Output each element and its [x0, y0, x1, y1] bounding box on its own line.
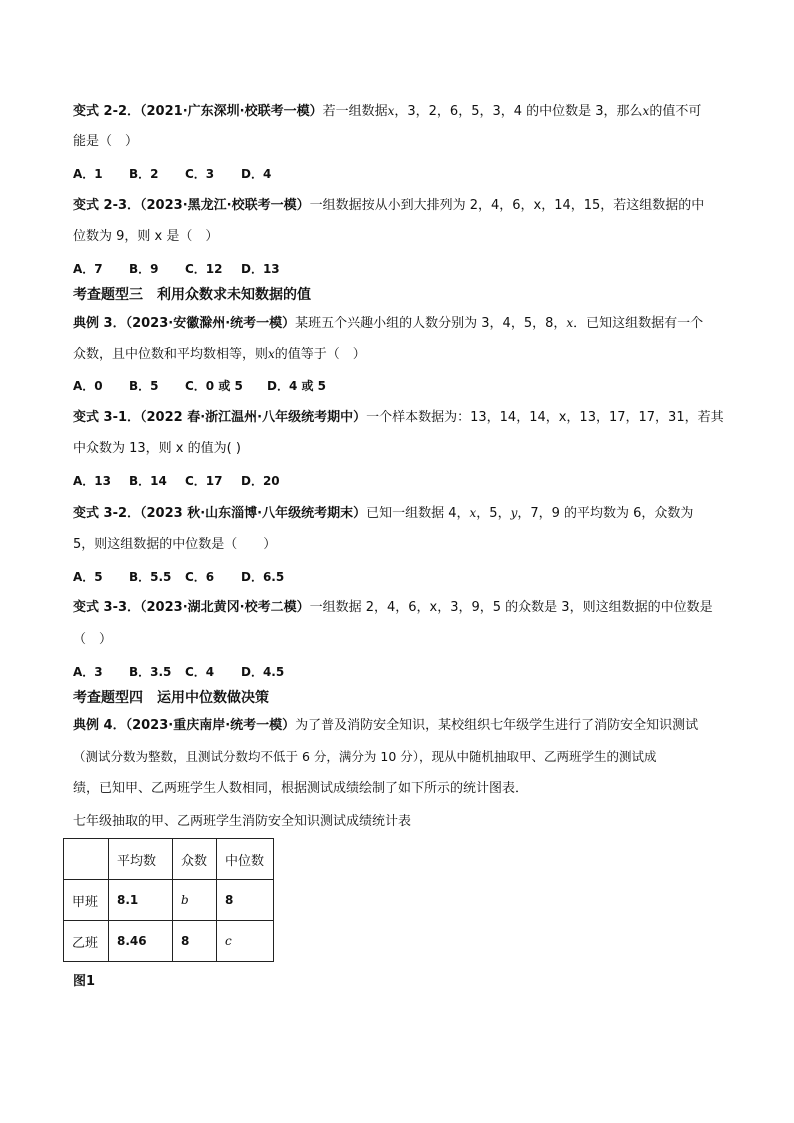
question-prefix: 变式 2-3．: [73, 198, 141, 213]
section-heading-3: 考查题型三 利用众数求未知数据的值: [73, 287, 311, 303]
median-cell: 8: [217, 880, 274, 921]
option-c: C．4: [185, 665, 215, 679]
question-d4-line2: （测试分数为整数，且测试分数均不低于 6 分，满分为 10 分），现从中随机抽取甲、乙两班学生的测试成: [73, 749, 657, 764]
row-label: 乙班: [64, 921, 109, 962]
question-source: （2023·黑龙江·校联考一模）: [140, 198, 310, 213]
question-v2-3-line1: [73, 196, 704, 216]
section-heading-4: 考查题型四 运用中位数做决策: [73, 690, 269, 706]
option-b: B．2: [129, 167, 159, 181]
question-d4-line1: [73, 716, 698, 736]
answer-options: [73, 164, 271, 185]
question-text: 某班五个兴趣小组的人数分别为 3，4，5，8，: [295, 316, 567, 331]
question-d4-line3: 绩，已知甲、乙两班学生人数相同，根据测试成绩绘制了如下所示的统计图表．: [73, 781, 529, 796]
question-v2-2-line1: [73, 101, 701, 122]
option-a: A．13: [73, 474, 111, 488]
question-text: 的值等于（ ）: [274, 347, 366, 362]
median-cell: c: [217, 921, 274, 962]
variable-x: x: [268, 347, 275, 361]
question-prefix: 变式 3-3．: [73, 600, 141, 615]
question-d3-line1: [73, 313, 703, 334]
question-prefix: 变式 3-2．: [73, 506, 141, 521]
table-row: [64, 880, 274, 921]
table-header-cell: [64, 839, 109, 880]
option-d: D．13: [241, 262, 280, 276]
question-source: （2023·安徽滁州·统考一模）: [125, 316, 296, 331]
question-prefix: 变式 3-1．: [73, 410, 141, 425]
question-prefix: 典例 4．: [73, 718, 126, 733]
question-text: 为了普及消防安全知识，某校组织七年级学生进行了消防安全知识测试: [295, 718, 699, 733]
option-c: C．12: [185, 262, 223, 276]
option-b: B．9: [129, 262, 159, 276]
option-a: A．3: [73, 665, 103, 679]
option-b: B．14: [129, 474, 167, 488]
option-c: C．3: [185, 167, 215, 181]
option-a: A．5: [73, 570, 103, 584]
option-d: D．4 或 5: [267, 379, 327, 393]
variable-x: x: [642, 104, 650, 118]
answer-options: [73, 471, 280, 492]
question-text: ．已知这组数据有一个: [573, 316, 704, 331]
question-source: （2021·广东深圳·校联考一模）: [140, 104, 323, 119]
question-source: （2023·重庆南岸·统考一模）: [125, 718, 296, 733]
option-d: D．20: [241, 474, 280, 488]
question-d3-line2: [73, 344, 366, 365]
question-prefix: 典例 3．: [73, 316, 126, 331]
option-c: C．6: [185, 570, 215, 584]
table-caption: 七年级抽取的甲、乙两班学生消防安全知识测试成绩统计表: [73, 814, 412, 829]
question-v2-2-line2: 能是（ ）: [73, 134, 139, 149]
mean-cell: 8.1: [109, 880, 173, 921]
variable-y: y: [510, 506, 518, 520]
question-v3-2-line1: [73, 503, 693, 524]
figure-label: 图1: [73, 974, 96, 989]
table-header-cell: 众数: [173, 839, 217, 880]
question-text: ，5，: [476, 506, 511, 521]
question-v3-1-line1: [73, 408, 724, 428]
question-text: 已知一组数据 4，: [366, 506, 470, 521]
option-b: B．5: [129, 379, 159, 393]
question-v3-3-line2: （ ）: [73, 632, 113, 647]
option-a: A．0: [73, 379, 103, 393]
variable-x: x: [469, 506, 477, 520]
question-source: （2022 春·浙江温州·八年级统考期中）: [140, 410, 367, 425]
option-c: C．0 或 5: [185, 379, 243, 393]
table-header-row: [64, 839, 274, 880]
option-d: D．4: [241, 167, 272, 181]
answer-options: [73, 376, 326, 397]
table-row: [64, 921, 274, 962]
option-b: B．5.5: [129, 570, 172, 584]
variable-x: x: [566, 316, 574, 330]
question-v2-3-line2: 位数为 9，则 x 是（ ）: [73, 229, 219, 244]
row-label: 甲班: [64, 880, 109, 921]
table-header-cell: 中位数: [217, 839, 274, 880]
option-d: D．4.5: [241, 665, 285, 679]
answer-options: [73, 259, 280, 280]
question-text: 一个样本数据为：13，14，14，x，13，17，17，31，若其: [366, 410, 724, 425]
question-text: 若一组数据: [322, 104, 388, 119]
option-a: A．1: [73, 167, 103, 181]
question-prefix: 变式 2-2．: [73, 104, 141, 119]
question-v3-3-line1: [73, 598, 713, 618]
question-v3-2-line2: 5，则这组数据的中位数是（ ）: [73, 537, 277, 552]
question-text: 的值不可: [649, 104, 702, 119]
stats-table: [63, 838, 274, 962]
question-text: ，7，9 的平均数为 6，众数为: [517, 506, 694, 521]
table-header-cell: 平均数: [109, 839, 173, 880]
mean-cell: 8.46: [109, 921, 173, 962]
question-source: （2023 秋·山东淄博·八年级统考期末）: [140, 506, 367, 521]
option-c: C．17: [185, 474, 223, 488]
question-source: （2023·湖北黄冈·校考二模）: [140, 600, 310, 615]
answer-options: [73, 567, 284, 588]
option-d: D．6.5: [241, 570, 285, 584]
option-b: B．3.5: [129, 665, 172, 679]
mode-cell: 8: [173, 921, 217, 962]
question-text: 一组数据按从小到大排列为 2，4，6，x，14，15，若这组数据的中: [309, 198, 705, 213]
mode-cell: b: [173, 880, 217, 921]
variable-x: x: [387, 104, 395, 118]
question-v3-1-line2: 中众数为 13，则 x 的值为( ): [73, 441, 241, 456]
question-text: ，3，2，6，5，3，4 的中位数是 3，那么: [394, 104, 643, 119]
question-text: 一组数据 2，4，6，x，3，9，5 的众数是 3，则这组数据的中位数是: [309, 600, 713, 615]
option-a: A．7: [73, 262, 103, 276]
answer-options: [73, 662, 284, 683]
question-text: 众数，且中位数和平均数相等，则: [73, 347, 269, 362]
